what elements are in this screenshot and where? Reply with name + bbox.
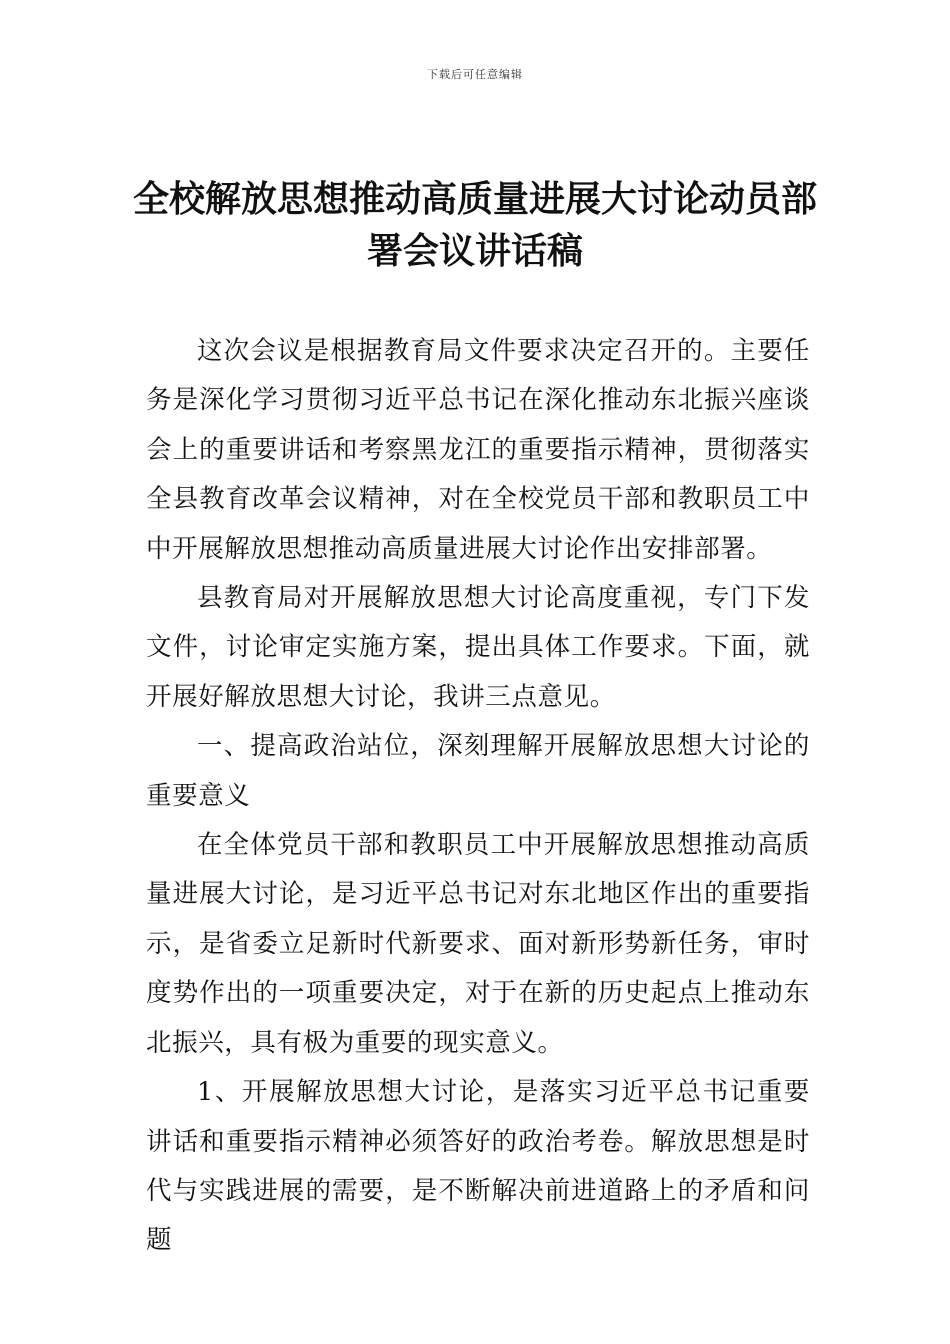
paragraph: 1、开展解放思想大讨论，是落实习近平总书记重要讲话和重要指示精神必须答好的政治考卷。解放思想是时代与实践进展的需要，是不断解决前进道路上的矛盾和问题 [146,1077,810,1256]
document-title: 全校解放思想推动高质量进展大讨论动员部署会议讲话稿 [132,179,817,272]
document-body [146,327,810,1266]
paragraph: 这次会议是根据教育局文件要求决定召开的。主要任务是深化学习贯彻习近平总书记在深化推动东北振兴座谈会上的重要讲话和考察黑龙江的重要指示精神，贯彻落实全县教育改革会议精神，对在全校党员干部和教职员工中中开展解放思想推动高质量进展大讨论作出安排部署。 [146,336,810,564]
paragraph: 县教育局对开展解放思想大讨论高度重视，专门下发文件，讨论审定实施方案，提出具体工作要求。下面，就开展好解放思想大讨论，我讲三点意见。 [146,583,810,712]
header-note: 下载后可任意编辑 [427,68,523,81]
section-heading: 一、提高政治站位，深刻理解开展解放思想大讨论的重要意义 [146,731,810,811]
paragraph: 在全体党员干部和教职员工中开展解放思想推动高质量进展大讨论，是习近平总书记对东北地区作出的重要指示，是省委立足新时代新要求、面对新形势新任务，审时度势作出的一项重要决定，对于在新的历史起点上推动东北振兴，具有极为重要的现实意义。 [146,830,810,1058]
